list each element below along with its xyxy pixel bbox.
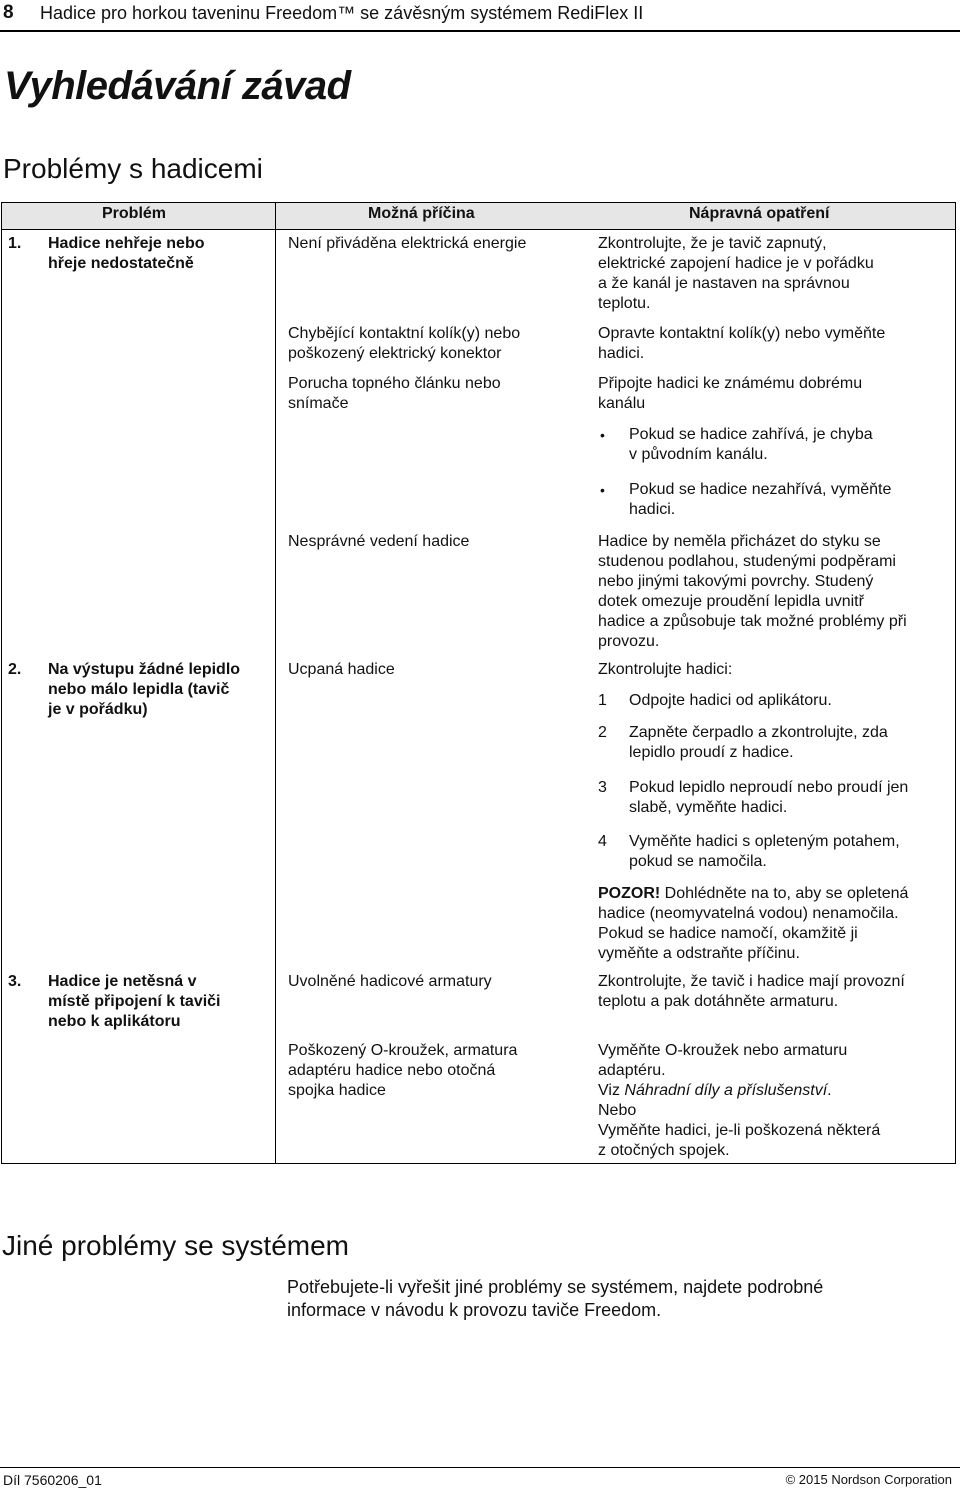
- step-text: Pokud lepidlo neproudí nebo proudí jen: [629, 779, 909, 796]
- caution-text: vyměňte a odstraňte příčinu.: [598, 945, 800, 962]
- cause-clogged-hose: [288, 660, 395, 680]
- problem-number: 1.: [8, 235, 22, 252]
- column-header-action: Nápravná opatření: [689, 205, 830, 222]
- numbered-step: [598, 691, 832, 711]
- problem-text: je v pořádku): [48, 701, 148, 718]
- numbered-step: [598, 723, 888, 763]
- action-text: a že kanál je nastaven na správnou: [598, 275, 850, 292]
- caution-text: Pokud se hadice namočí, okamžitě ji: [598, 925, 858, 942]
- spare-parts-link[interactable]: Náhradní díly a příslušenství: [624, 1082, 828, 1099]
- cause-no-power: [288, 234, 526, 254]
- running-header-title: Hadice pro horkou taveninu Freedom™ se závěsným systémem RediFlex II: [40, 3, 644, 23]
- cause-text: Porucha topného článku nebo: [288, 375, 501, 392]
- problem-text: Hadice nehřeje nebo: [48, 235, 205, 252]
- cause-text: Ucpaná hadice: [288, 661, 395, 678]
- step-number: 2: [598, 724, 607, 741]
- column-header-cause: Možná příčina: [368, 205, 475, 222]
- action-text: kanálu: [598, 395, 646, 412]
- problem-number: 2.: [8, 661, 22, 678]
- action-text: Opravte kontaktní kolík(y) nebo vyměňte: [598, 325, 886, 342]
- cause-missing-pins: [288, 324, 520, 364]
- page-number: 8: [3, 2, 14, 23]
- bullet-item: [598, 425, 873, 465]
- bullet-icon: •: [600, 482, 605, 498]
- section-title-other-problems: Jiné problémy se systémem: [2, 1230, 350, 1261]
- cause-text: poškozený elektrický konektor: [288, 345, 502, 362]
- column-divider: [275, 203, 276, 1163]
- bullet-text: hadici.: [629, 501, 676, 518]
- problem-text: nebo málo lepidla (tavič: [48, 681, 230, 698]
- bullet-text: Pokud se hadice zahřívá, je chyba: [629, 426, 873, 443]
- step-text: Odpojte hadici od aplikátoru.: [629, 692, 832, 709]
- cause-text: Poškozený O-kroužek, armatura: [288, 1042, 518, 1059]
- action-test-channel: [598, 374, 862, 414]
- page-title: Vyhledávání závad: [4, 64, 351, 108]
- action-text: studenou podlahou, studenými podpěrami: [598, 553, 896, 570]
- copyright: [786, 1472, 952, 1487]
- step-text: Zapněte čerpadlo a zkontrolujte, zda: [629, 724, 888, 741]
- paragraph-line: Potřebujete-li vyřešit jiné problémy se systémem, najdete podrobné: [287, 1277, 824, 1297]
- cause-text: Není přiváděna elektrická energie: [288, 235, 527, 252]
- action-text: provozu.: [598, 633, 660, 650]
- bullet-item: [598, 480, 891, 520]
- action-routing: [598, 532, 907, 652]
- paragraph-line: informace v návodu k provozu taviče Freedom.: [287, 1300, 662, 1320]
- action-text: Zkontrolujte, že je tavič zapnutý,: [598, 235, 827, 252]
- cause-text: adaptéru hadice nebo otočná: [288, 1062, 496, 1079]
- problem-text: místě připojení k taviči: [48, 993, 221, 1010]
- cause-loose-fittings: [288, 972, 492, 992]
- step-text: lepidlo proudí z hadice.: [629, 744, 794, 761]
- numbered-step: [598, 832, 900, 872]
- cause-improper-routing: [288, 532, 469, 552]
- action-text: z otočných spojek.: [598, 1142, 730, 1159]
- action-text: hadice a způsobuje tak možné problémy při: [598, 613, 907, 630]
- problem-text: Na výstupu žádné lepidlo: [48, 661, 241, 678]
- action-text: adaptéru.: [598, 1062, 666, 1079]
- cause-text: Nesprávné vedení hadice: [288, 533, 470, 550]
- bullet-text: v původním kanálu.: [629, 446, 768, 463]
- bullet-icon: •: [600, 427, 605, 443]
- cause-text: spojka hadice: [288, 1082, 386, 1099]
- step-text: pokud se namočila.: [629, 853, 767, 870]
- caution-note: [598, 884, 908, 964]
- cause-text: Chybějící kontaktní kolík(y) nebo: [288, 325, 521, 342]
- action-check-power: [598, 234, 874, 314]
- cause-text: Uvolněné hadicové armatury: [288, 973, 492, 990]
- action-text: Připojte hadici ke známému dobrému: [598, 375, 863, 392]
- action-replace-oring: [598, 1041, 880, 1161]
- problem-item: [8, 660, 240, 720]
- other-problems-text: [287, 1276, 907, 1322]
- column-header-problem: Problém: [102, 205, 167, 222]
- part-number: Díl 7560206_01: [3, 1472, 102, 1488]
- step-number: 4: [598, 833, 607, 850]
- action-text: teplotu a pak dotáhněte armaturu.: [598, 993, 839, 1010]
- action-text: Hadice by neměla přicházet do styku se: [598, 533, 881, 550]
- header-rule: [0, 30, 960, 32]
- see-also-text: Viz: [598, 1082, 625, 1099]
- cause-text: snímače: [288, 395, 349, 412]
- action-text: hadici.: [598, 345, 645, 362]
- copyright-icon: ©: [785, 1472, 796, 1487]
- action-tighten-fittings: [598, 972, 905, 1012]
- action-text: dotek omezuje proudění lepidla uvnitř: [598, 593, 864, 610]
- action-text: nebo jinými takovými povrchy. Studený: [598, 573, 874, 590]
- problem-item: [8, 234, 205, 274]
- action-check-hose: Zkontrolujte hadici:: [598, 661, 733, 678]
- problem-text: Hadice je netěsná v: [48, 973, 197, 990]
- section-title-hose-problems: Problémy s hadicemi: [3, 153, 263, 184]
- caution-text: Dohlédněte na to, aby se opletená: [660, 885, 909, 902]
- action-repair-pins: [598, 324, 885, 364]
- step-text: slabě, vyměňte hadici.: [629, 799, 788, 816]
- numbered-step: [598, 778, 908, 818]
- problem-text: nebo k aplikátoru: [48, 1013, 181, 1030]
- copyright-text: 2015 Nordson Corporation: [795, 1472, 952, 1487]
- cause-heater-failure: [288, 374, 501, 414]
- action-text: Vyměňte O-kroužek nebo armaturu: [598, 1042, 848, 1059]
- problem-text: hřeje nedostatečně: [48, 255, 194, 272]
- cause-damaged-oring: [288, 1041, 517, 1101]
- step-number: 1: [598, 692, 607, 709]
- problem-item: [8, 972, 221, 1032]
- action-text: teplotu.: [598, 295, 651, 312]
- action-text: Zkontrolujte, že tavič i hadice mají provozní: [598, 973, 905, 990]
- action-text: Vyměňte hadici, je-li poškozená některá: [598, 1122, 881, 1139]
- see-also-text: .: [827, 1082, 832, 1099]
- action-text: Nebo: [598, 1102, 637, 1119]
- caution-text: hadice (neomyvatelná vodou) nenamočila.: [598, 905, 899, 922]
- problem-number: 3.: [8, 973, 22, 990]
- step-text: Vyměňte hadici s opleteným potahem,: [629, 833, 900, 850]
- caution-label: POZOR!: [598, 885, 661, 902]
- bullet-text: Pokud se hadice nezahřívá, vyměňte: [629, 481, 892, 498]
- step-number: 3: [598, 779, 607, 796]
- action-text: elektrické zapojení hadice je v pořádku: [598, 255, 874, 272]
- footer-rule: [0, 1467, 960, 1468]
